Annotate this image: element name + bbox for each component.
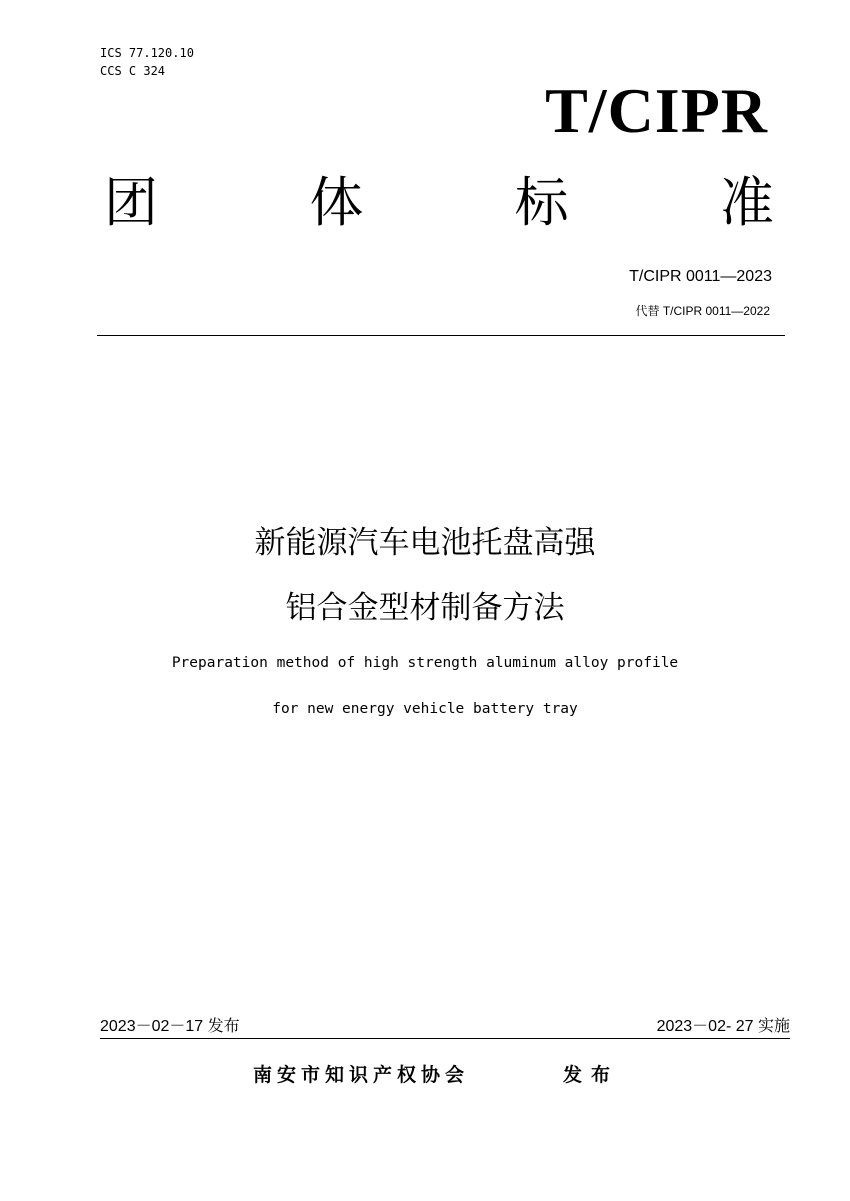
publish-date: 2023－02－17 发布 xyxy=(100,1018,240,1035)
publisher-name: 南安市知识产权协会 xyxy=(253,1064,470,1086)
footer-divider xyxy=(100,1038,790,1039)
chinese-title-line-2: 铝合金型材制备方法 xyxy=(285,590,565,626)
english-title-line-1: Preparation method of high strength aluminum alloy profile xyxy=(171,655,679,671)
date-row xyxy=(100,1016,790,1040)
document-type-char: 团 xyxy=(104,171,158,234)
chinese-title-line-1: 新能源汽车电池托盘高强 xyxy=(254,525,596,561)
english-title-line-2: for new energy vehicle battery tray xyxy=(272,701,578,717)
document-type-heading xyxy=(104,168,774,238)
standard-number: T/CIPR 0011—2023 xyxy=(629,268,772,285)
publish-label: 发布 xyxy=(563,1064,620,1086)
document-type-char: 标 xyxy=(514,171,569,234)
ccs-code: CCS C 324 xyxy=(100,64,166,78)
classification-codes xyxy=(100,44,194,80)
replaces-standard: 代替 T/CIPR 0011—2022 xyxy=(635,304,770,318)
ics-code: ICS 77.120.10 xyxy=(100,46,194,60)
document-type-char: 准 xyxy=(719,171,774,234)
standard-brand: T/CIPR xyxy=(545,75,768,146)
effective-date: 2023－02- 27 实施 xyxy=(656,1018,790,1035)
header-divider xyxy=(97,335,785,336)
document-type-char: 体 xyxy=(309,171,364,234)
